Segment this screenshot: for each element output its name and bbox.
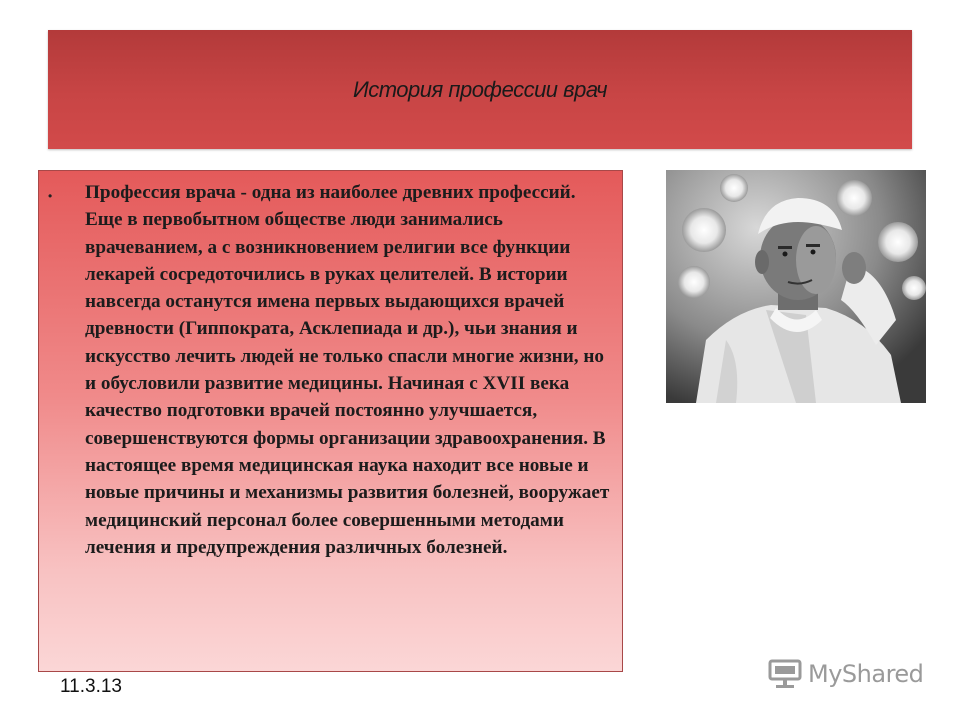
title-banner [48,30,912,149]
watermark-text: MyShared [808,660,924,688]
content-box [38,170,623,672]
slide-title: История профессии врач [352,76,608,102]
doctor-photo [666,170,926,403]
body-text: Профессия врача - одна из наиболее древних профессий. Еще в первобытном обществе люди занимались врачеванием, а с возникновением религии все функции лекарей сосредоточились в руках целителей. В истории навсегда останутся имена первых выдающихся врачей древности (Гиппократа, Асклепиада и др.), чьи знания и искусство лечить людей не только спасли многие жизни, но и обусловили развитие медицины. Начиная с XVII века качество подготовки врачей постоянно улучшается, совершенствуются формы организации здравоохранения. В настоящее время медицинская наука находит все новые и новые причины и механизмы развития болезней, вооружает медицинский персонал более совершенными методами лечения и предупреждения различных болезней. [85,182,610,558]
bullet-icon: • [48,189,53,203]
watermark [768,656,923,692]
chalkboard-icon [768,659,802,689]
slide-date: 11.3.13 [60,676,122,697]
